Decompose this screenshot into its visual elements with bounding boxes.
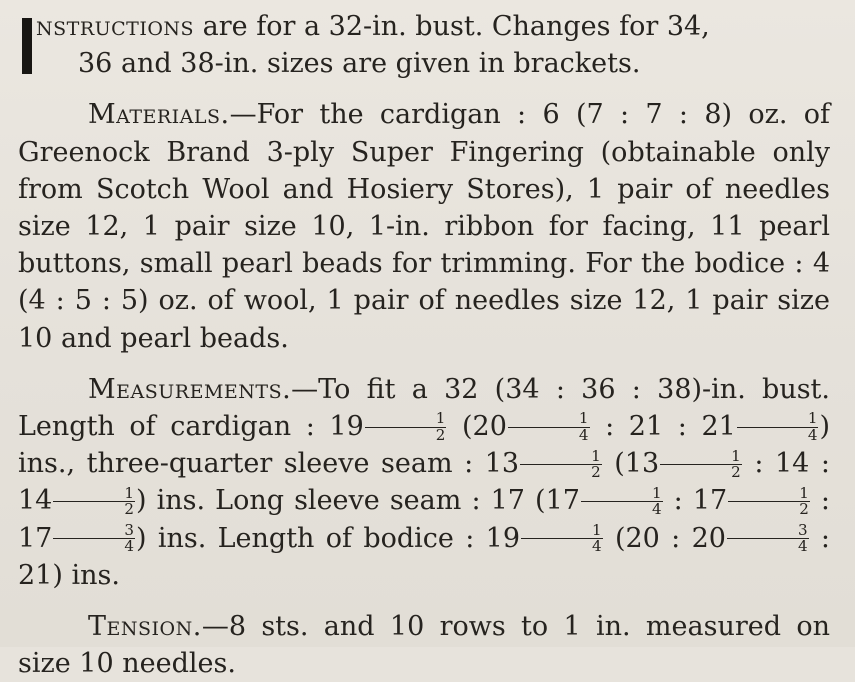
measurements-text-segment: ) ins. Long sleeve seam : 17 (17 <box>135 485 580 517</box>
fraction-numerator: 1 <box>581 486 663 502</box>
fraction <box>53 523 135 555</box>
measurements-text-segment: ) ins., three-quarter sleeve seam : 13 <box>18 411 830 480</box>
measurements-text-segment: (20 <box>447 411 507 443</box>
materials-heading: Materials. <box>88 99 230 131</box>
tension-heading: Tension. <box>88 611 202 643</box>
measurements-text-segment: —To fit a 32 (34 : 36 : 38)-in. bust. Length of cardigan : 19 <box>18 373 830 443</box>
measurements-text-segment: : 17 <box>663 485 728 517</box>
fraction <box>728 483 810 519</box>
fraction-numerator: 1 <box>660 449 742 465</box>
intro-line-2: 36 and 38-in. sizes are given in brackets. <box>78 48 641 80</box>
fraction-denominator: 2 <box>799 500 809 519</box>
fraction-denominator: 4 <box>578 425 589 444</box>
intro-line-1-text: are for a 32-in. bust. Changes for 34, <box>194 11 710 42</box>
fraction <box>521 523 603 555</box>
fraction <box>727 523 809 555</box>
fraction-numerator: 1 <box>728 486 810 502</box>
measurements-text-segment: (13 <box>602 448 660 480</box>
fraction-denominator: 2 <box>731 463 741 482</box>
measurements-text-segment: : 17 <box>18 485 830 554</box>
measurements-text-segment: ) ins. Length of bodice : 19 <box>135 522 520 554</box>
measurements-text-segment: : 21 : 21 <box>590 411 736 443</box>
fraction <box>365 411 447 443</box>
intro-paragraph <box>18 8 830 82</box>
measurements-text <box>18 374 830 591</box>
fraction-numerator: 1 <box>737 411 819 427</box>
measurements-paragraph <box>18 371 830 594</box>
fraction-numerator: 3 <box>53 523 135 539</box>
drop-cap-i <box>22 18 32 74</box>
fraction-numerator: 1 <box>521 523 603 539</box>
fraction-denominator: 2 <box>591 463 601 482</box>
tension-text: —8 sts. and 10 rows to 1 in. measured on size 10 needles. <box>18 611 830 680</box>
fraction <box>520 446 602 482</box>
measurements-text-segment: : 14 : 14 <box>18 448 830 517</box>
measurements-heading: Measurements. <box>88 373 292 405</box>
fraction-numerator: 1 <box>508 411 590 427</box>
fraction-numerator: 3 <box>727 523 809 539</box>
intro-line-1 <box>36 8 830 45</box>
measurements-text-segment: (20 : 20 <box>603 522 726 554</box>
fraction-denominator: 4 <box>797 537 808 556</box>
fraction <box>660 446 742 482</box>
intro-lead-word: nstructions <box>36 11 195 42</box>
fraction-denominator: 4 <box>124 537 134 556</box>
fraction <box>737 411 819 443</box>
fraction-denominator: 4 <box>807 425 818 444</box>
fraction-denominator: 2 <box>435 425 446 444</box>
fraction-numerator: 1 <box>520 449 602 465</box>
fraction-denominator: 2 <box>124 500 134 519</box>
materials-paragraph <box>18 96 830 356</box>
fraction-denominator: 4 <box>592 537 602 556</box>
fraction-numerator: 1 <box>53 486 135 502</box>
fraction <box>53 483 135 519</box>
fraction-denominator: 4 <box>651 500 662 519</box>
materials-text: —For the cardigan : 6 (7 : 7 : 8) oz. of Greenock Brand 3-ply Super Fingering (obtainable only from Scotch Wool and Hosiery Stores), 1 pair of needles size 12, 1 pair size 10, 1-in. ribbon for facing, 11 pearl buttons, small pearl beads for trimming. For the bodice : 4 (4 : 5 : 5) oz. of wool, 1 pair of needles size 12, 1 pair size 10 and pearl beads. <box>18 99 830 354</box>
fraction <box>508 411 590 443</box>
tension-paragraph <box>18 608 830 682</box>
fraction-numerator: 1 <box>365 411 447 427</box>
fraction <box>581 483 663 519</box>
measurements-text-segment: : 21) ins. <box>18 522 830 591</box>
